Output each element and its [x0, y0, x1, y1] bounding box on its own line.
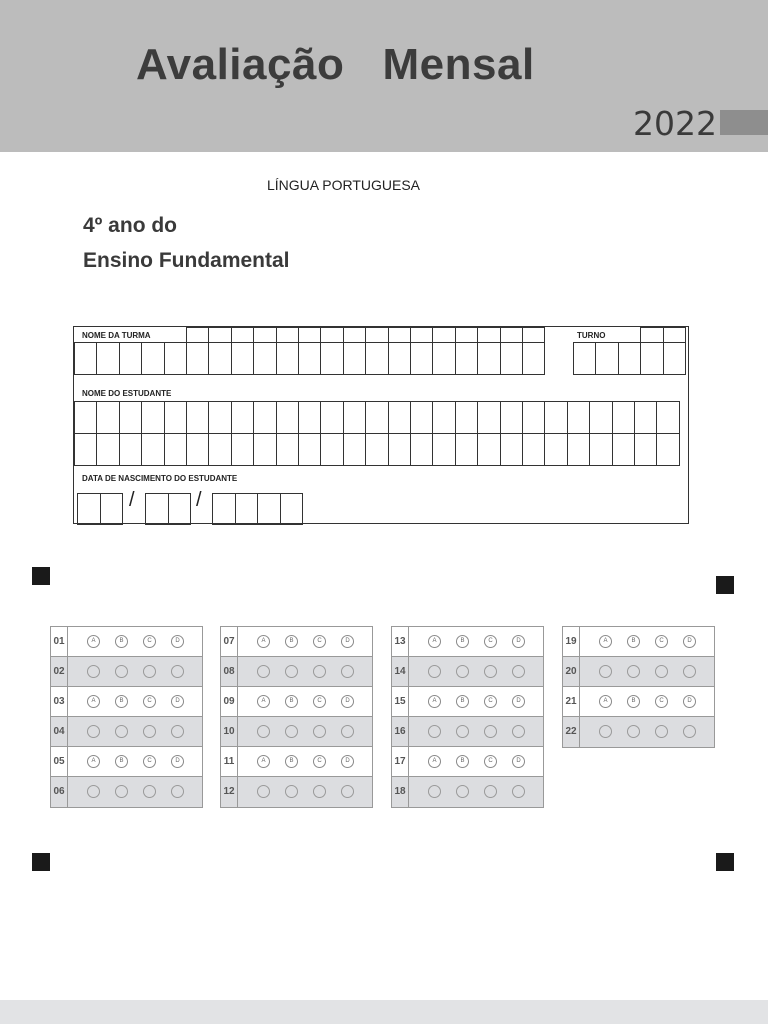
answer-row	[51, 747, 202, 777]
character-box[interactable]	[455, 401, 478, 434]
answer-bubble-a[interactable]: A	[257, 695, 270, 708]
question-number: 08	[221, 657, 238, 686]
character-box[interactable]	[640, 342, 663, 375]
answer-bubble-b[interactable]	[456, 785, 469, 798]
footer-bar	[0, 1000, 768, 1024]
answer-row	[221, 627, 372, 657]
character-box[interactable]	[145, 493, 169, 525]
character-box[interactable]	[612, 433, 635, 466]
character-box[interactable]	[410, 401, 433, 434]
answer-bubble-c[interactable]	[484, 785, 497, 798]
character-box[interactable]	[77, 493, 101, 525]
answer-bubble-c[interactable]: C	[143, 755, 156, 768]
answer-block	[391, 626, 544, 808]
character-box[interactable]	[298, 342, 321, 375]
answer-bubble-a[interactable]	[599, 725, 612, 738]
character-box[interactable]	[280, 493, 304, 525]
registration-mark	[716, 576, 734, 594]
answer-bubble-a[interactable]	[257, 665, 270, 678]
answer-bubble-d[interactable]: D	[512, 755, 525, 768]
answer-bubble-b[interactable]: B	[456, 755, 469, 768]
question-number: 11	[221, 747, 238, 776]
answer-bubble-d[interactable]	[341, 785, 354, 798]
answer-bubble-c[interactable]	[313, 725, 326, 738]
class-name-label: NOME DA TURMA	[82, 331, 151, 340]
character-box[interactable]	[208, 401, 231, 434]
answer-bubble-d[interactable]	[512, 665, 525, 678]
answer-bubble-a[interactable]: A	[257, 635, 270, 648]
registration-mark	[32, 567, 50, 585]
character-box[interactable]	[343, 342, 366, 375]
answer-bubble-a[interactable]: A	[87, 695, 100, 708]
character-box[interactable]	[231, 327, 254, 343]
answer-bubble-d[interactable]	[171, 785, 184, 798]
character-box[interactable]	[477, 433, 500, 466]
answer-bubble-b[interactable]: B	[115, 755, 128, 768]
date-separator: /	[196, 489, 202, 511]
character-box[interactable]	[477, 401, 500, 434]
character-box[interactable]	[477, 342, 500, 375]
answer-bubble-d[interactable]	[171, 725, 184, 738]
character-box[interactable]	[96, 401, 119, 434]
question-number: 18	[392, 777, 409, 807]
answer-bubble-c[interactable]: C	[484, 695, 497, 708]
character-box[interactable]	[589, 401, 612, 434]
character-box[interactable]	[320, 401, 343, 434]
answer-block	[50, 626, 203, 808]
character-box[interactable]	[343, 401, 366, 434]
subject-label: LÍNGUA PORTUGUESA	[267, 177, 421, 193]
question-number: 19	[563, 627, 580, 656]
answer-row	[51, 627, 202, 657]
question-number: 17	[392, 747, 409, 776]
year-accent-bar	[720, 110, 768, 135]
answer-bubble-a[interactable]	[428, 725, 441, 738]
answer-row	[51, 717, 202, 747]
character-box[interactable]	[365, 401, 388, 434]
question-number: 15	[392, 687, 409, 716]
answer-bubble-a[interactable]	[599, 665, 612, 678]
answer-bubble-a[interactable]	[428, 665, 441, 678]
answer-bubble-b[interactable]: B	[456, 695, 469, 708]
answer-bubble-d[interactable]: D	[512, 635, 525, 648]
question-number: 03	[51, 687, 68, 716]
character-box[interactable]	[573, 342, 596, 375]
answer-bubble-b[interactable]: B	[285, 695, 298, 708]
character-box[interactable]	[432, 342, 455, 375]
answer-bubble-a[interactable]	[257, 725, 270, 738]
answer-bubble-d[interactable]: D	[683, 635, 696, 648]
answer-bubble-a[interactable]: A	[87, 755, 100, 768]
answer-bubble-a[interactable]: A	[428, 695, 441, 708]
answer-bubble-b[interactable]	[627, 665, 640, 678]
answer-bubble-c[interactable]: C	[313, 755, 326, 768]
character-box[interactable]	[320, 342, 343, 375]
answer-bubble-b[interactable]: B	[115, 635, 128, 648]
answer-bubble-d[interactable]: D	[683, 695, 696, 708]
answer-bubble-a[interactable]: A	[257, 755, 270, 768]
answer-row	[51, 777, 202, 807]
character-box[interactable]	[663, 342, 686, 375]
character-box[interactable]	[186, 327, 209, 343]
answer-row	[392, 717, 543, 747]
answer-bubble-d[interactable]: D	[171, 695, 184, 708]
answer-bubble-a[interactable]	[428, 785, 441, 798]
answer-row	[51, 657, 202, 687]
character-box[interactable]	[544, 401, 567, 434]
grade-line-2: Ensino Fundamental	[83, 249, 290, 272]
character-box[interactable]	[432, 401, 455, 434]
answer-bubble-d[interactable]: D	[341, 635, 354, 648]
question-number: 06	[51, 777, 68, 807]
answer-row	[392, 627, 543, 657]
character-box[interactable]	[656, 433, 679, 466]
character-box[interactable]	[298, 401, 321, 434]
character-box[interactable]	[257, 493, 281, 525]
answer-bubble-d[interactable]: D	[171, 635, 184, 648]
character-box[interactable]	[522, 342, 545, 375]
answer-bubble-d[interactable]	[683, 665, 696, 678]
character-box[interactable]	[522, 401, 545, 434]
character-box[interactable]	[410, 433, 433, 466]
character-box[interactable]	[276, 433, 299, 466]
answer-row	[392, 747, 543, 777]
grade-line-1: 4º ano do	[83, 214, 178, 237]
character-box[interactable]	[522, 433, 545, 466]
question-number: 21	[563, 687, 580, 716]
answer-bubble-b[interactable]	[456, 725, 469, 738]
answer-bubble-b[interactable]	[627, 725, 640, 738]
answer-bubble-d[interactable]	[512, 725, 525, 738]
character-box[interactable]	[119, 342, 142, 375]
character-box[interactable]	[208, 433, 231, 466]
character-box[interactable]	[186, 433, 209, 466]
answer-bubble-b[interactable]: B	[456, 635, 469, 648]
character-box[interactable]	[231, 342, 254, 375]
answer-bubble-b[interactable]	[285, 665, 298, 678]
answer-bubble-b[interactable]: B	[115, 695, 128, 708]
question-number: 09	[221, 687, 238, 716]
question-number: 14	[392, 657, 409, 686]
character-box[interactable]	[276, 342, 299, 375]
answer-block	[220, 626, 373, 808]
character-box[interactable]	[320, 433, 343, 466]
answer-bubble-b[interactable]: B	[285, 635, 298, 648]
answer-row	[51, 687, 202, 717]
answer-bubble-b[interactable]	[115, 665, 128, 678]
character-box[interactable]	[276, 401, 299, 434]
answer-row	[563, 657, 714, 687]
answer-bubble-c[interactable]: C	[484, 635, 497, 648]
character-box[interactable]	[231, 433, 254, 466]
answer-bubble-c[interactable]	[655, 665, 668, 678]
answer-bubble-b[interactable]: B	[627, 635, 640, 648]
student-name-label: NOME DO ESTUDANTE	[82, 389, 172, 398]
question-number: 02	[51, 657, 68, 686]
date-separator: /	[129, 489, 135, 511]
character-box[interactable]	[343, 327, 366, 343]
character-box[interactable]	[500, 327, 523, 343]
character-box[interactable]	[74, 401, 97, 434]
question-number: 12	[221, 777, 238, 807]
character-box[interactable]	[365, 342, 388, 375]
character-box[interactable]	[589, 433, 612, 466]
character-box[interactable]	[500, 401, 523, 434]
answer-bubble-c[interactable]: C	[313, 695, 326, 708]
character-box[interactable]	[96, 342, 119, 375]
character-box[interactable]	[119, 401, 142, 434]
answer-bubble-c[interactable]	[143, 665, 156, 678]
answer-bubble-a[interactable]: A	[599, 635, 612, 648]
character-box[interactable]	[634, 401, 657, 434]
character-box[interactable]	[410, 327, 433, 343]
character-box[interactable]	[634, 433, 657, 466]
character-box[interactable]	[74, 433, 97, 466]
character-box[interactable]	[208, 342, 231, 375]
character-box[interactable]	[186, 342, 209, 375]
answer-bubble-d[interactable]	[512, 785, 525, 798]
character-box[interactable]	[500, 342, 523, 375]
character-box[interactable]	[212, 493, 236, 525]
character-box[interactable]	[595, 342, 618, 375]
answer-bubble-c[interactable]	[143, 785, 156, 798]
year-label: 2022	[633, 104, 717, 143]
answer-bubble-d[interactable]: D	[512, 695, 525, 708]
character-box[interactable]	[663, 327, 686, 343]
answer-bubble-c[interactable]: C	[313, 635, 326, 648]
answer-row	[221, 777, 372, 807]
answer-row	[563, 717, 714, 747]
answer-bubble-a[interactable]	[257, 785, 270, 798]
answer-bubble-d[interactable]: D	[341, 755, 354, 768]
character-box[interactable]	[365, 433, 388, 466]
answer-row	[221, 657, 372, 687]
character-box[interactable]	[119, 433, 142, 466]
question-number: 20	[563, 657, 580, 686]
answer-row	[392, 657, 543, 687]
answer-bubble-b[interactable]: B	[627, 695, 640, 708]
character-box[interactable]	[656, 401, 679, 434]
answer-bubble-d[interactable]	[683, 725, 696, 738]
character-box[interactable]	[298, 327, 321, 343]
character-box[interactable]	[141, 433, 164, 466]
question-number: 04	[51, 717, 68, 746]
registration-mark	[716, 853, 734, 871]
answer-bubble-c[interactable]	[484, 725, 497, 738]
answer-bubble-c[interactable]	[655, 725, 668, 738]
answer-bubble-a[interactable]	[87, 665, 100, 678]
character-box[interactable]	[410, 342, 433, 375]
character-box[interactable]	[432, 327, 455, 343]
answer-bubble-c[interactable]: C	[655, 635, 668, 648]
character-box[interactable]	[567, 433, 590, 466]
header-banner	[0, 0, 768, 152]
answer-bubble-c[interactable]: C	[143, 695, 156, 708]
question-number: 10	[221, 717, 238, 746]
page-title: Avaliação Mensal	[136, 40, 535, 89]
character-box[interactable]	[455, 342, 478, 375]
character-box[interactable]	[522, 327, 545, 343]
answer-bubble-a[interactable]: A	[428, 635, 441, 648]
answer-bubble-b[interactable]	[115, 785, 128, 798]
answer-row	[221, 717, 372, 747]
character-box[interactable]	[432, 433, 455, 466]
character-box[interactable]	[388, 327, 411, 343]
answer-bubble-a[interactable]	[87, 785, 100, 798]
character-box[interactable]	[100, 493, 124, 525]
question-number: 01	[51, 627, 68, 656]
character-box[interactable]	[164, 342, 187, 375]
answer-bubble-c[interactable]	[313, 785, 326, 798]
character-box[interactable]	[455, 433, 478, 466]
answer-bubble-b[interactable]	[285, 785, 298, 798]
character-box[interactable]	[640, 327, 663, 343]
answer-row	[392, 687, 543, 717]
character-box[interactable]	[298, 433, 321, 466]
question-number: 05	[51, 747, 68, 776]
character-box[interactable]	[612, 401, 635, 434]
answer-bubble-c[interactable]: C	[484, 755, 497, 768]
character-box[interactable]	[141, 401, 164, 434]
answer-bubble-c[interactable]	[484, 665, 497, 678]
answer-bubble-b[interactable]	[115, 725, 128, 738]
answer-bubble-a[interactable]: A	[428, 755, 441, 768]
character-box[interactable]	[235, 493, 259, 525]
character-box[interactable]	[253, 401, 276, 434]
character-box[interactable]	[477, 327, 500, 343]
answer-bubble-d[interactable]: D	[171, 755, 184, 768]
character-box[interactable]	[618, 342, 641, 375]
character-box[interactable]	[141, 342, 164, 375]
character-box[interactable]	[186, 401, 209, 434]
answer-row	[563, 627, 714, 657]
character-box[interactable]	[320, 327, 343, 343]
character-box[interactable]	[455, 327, 478, 343]
registration-mark	[32, 853, 50, 871]
character-box[interactable]	[168, 493, 192, 525]
character-box[interactable]	[208, 327, 231, 343]
answer-block	[562, 626, 715, 748]
character-box[interactable]	[231, 401, 254, 434]
answer-bubble-a[interactable]	[87, 725, 100, 738]
student-info-form	[73, 326, 689, 524]
answer-bubble-a[interactable]: A	[599, 695, 612, 708]
character-box[interactable]	[567, 401, 590, 434]
answer-bubble-c[interactable]: C	[655, 695, 668, 708]
character-box[interactable]	[164, 433, 187, 466]
character-box[interactable]	[164, 401, 187, 434]
answer-bubble-d[interactable]	[341, 725, 354, 738]
character-box[interactable]	[388, 433, 411, 466]
question-number: 07	[221, 627, 238, 656]
question-number: 13	[392, 627, 409, 656]
character-box[interactable]	[96, 433, 119, 466]
shift-label: TURNO	[577, 331, 606, 340]
character-box[interactable]	[500, 433, 523, 466]
character-box[interactable]	[343, 433, 366, 466]
answer-bubble-c[interactable]	[313, 665, 326, 678]
answer-row	[221, 747, 372, 777]
answer-bubble-b[interactable]: B	[285, 755, 298, 768]
character-box[interactable]	[276, 327, 299, 343]
character-box[interactable]	[388, 342, 411, 375]
character-box[interactable]	[253, 433, 276, 466]
answer-row	[221, 687, 372, 717]
answer-bubble-b[interactable]	[285, 725, 298, 738]
answer-bubble-c[interactable]: C	[143, 635, 156, 648]
character-box[interactable]	[74, 342, 97, 375]
answer-bubble-d[interactable]	[171, 665, 184, 678]
answer-bubble-d[interactable]	[341, 665, 354, 678]
question-number: 16	[392, 717, 409, 746]
answer-bubble-d[interactable]: D	[341, 695, 354, 708]
answer-bubble-c[interactable]	[143, 725, 156, 738]
character-box[interactable]	[365, 327, 388, 343]
answer-bubble-a[interactable]: A	[87, 635, 100, 648]
answer-row	[392, 777, 543, 807]
birth-date-label: DATA DE NASCIMENTO DO ESTUDANTE	[82, 474, 238, 483]
character-box[interactable]	[388, 401, 411, 434]
answer-bubble-b[interactable]	[456, 665, 469, 678]
answer-row	[563, 687, 714, 717]
character-box[interactable]	[544, 433, 567, 466]
question-number: 22	[563, 717, 580, 747]
character-box[interactable]	[253, 327, 276, 343]
character-box[interactable]	[253, 342, 276, 375]
